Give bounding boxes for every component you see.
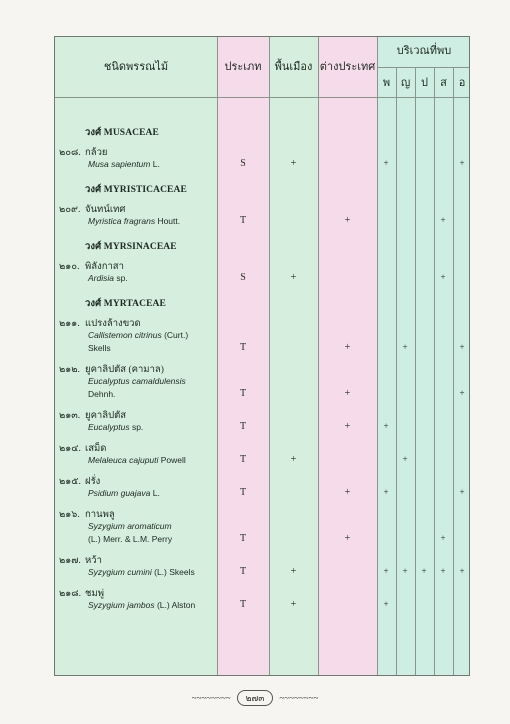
type-cell: T (239, 487, 247, 498)
region-mark: + (383, 158, 389, 168)
header-region-y: ญ (400, 77, 411, 89)
type-cell: S (240, 272, 246, 283)
region-mark: + (459, 566, 465, 576)
region-mark: + (383, 599, 389, 609)
header-region-o: อ (458, 77, 466, 89)
type-cell: T (239, 342, 247, 353)
entry-number: ๒๑๕. (59, 477, 81, 487)
scientific-name: (L.) Merr. & L.M. Perry (88, 534, 173, 544)
entry-number: ๒๑๗. (59, 556, 81, 566)
native-mark: + (290, 272, 297, 283)
type-cell: T (239, 533, 247, 544)
native-mark: + (290, 566, 297, 577)
region-mark: + (383, 421, 389, 431)
family-heading: วงศ์ MUSACEAE (85, 128, 159, 138)
scientific-name: Syzygium jambos (L.) Alston (88, 600, 196, 610)
region-mark: + (459, 487, 465, 497)
scientific-name: Skells (88, 343, 111, 353)
foreign-mark: + (344, 215, 351, 226)
foreign-mark: + (344, 342, 351, 353)
thai-name: กานพลู (85, 510, 115, 520)
scientific-name: Myristica fragrans Houtt. (88, 216, 181, 226)
header-native: พื้นเมือง (274, 61, 313, 73)
thai-name: หว้า (85, 556, 102, 566)
scientific-name: Callistemon citrinus (Curt.) (88, 330, 189, 340)
header-region-po: ป (421, 77, 428, 89)
header-region: บริเวณที่พบ (396, 45, 452, 57)
thai-name: เสม็ด (85, 444, 107, 454)
foreign-mark: + (344, 533, 351, 544)
family-heading: วงศ์ MYRTACEAE (85, 299, 166, 309)
thai-name: ชมพู่ (85, 589, 104, 599)
region-mark: + (402, 566, 408, 576)
family-heading: วงศ์ MYRISTICACEAE (85, 185, 187, 195)
scientific-name: Dehnh. (88, 389, 116, 399)
type-cell: S (240, 158, 246, 169)
entry-number: ๒๑๘. (59, 589, 81, 599)
thai-name: แปรงล้างขวด (85, 319, 141, 329)
header-region-p: พ (382, 77, 391, 89)
page-footer: ~~~~~~~~ ๒๗๓ ~~~~~~~~ (0, 690, 510, 706)
header-species: ชนิดพรรณไม้ (103, 61, 169, 73)
region-mark: + (459, 158, 465, 168)
thai-name: กล้วย (85, 148, 108, 158)
region-mark: + (440, 566, 446, 576)
scientific-name: Eucalyptus camaldulensis (88, 376, 186, 386)
thai-name: พิลังกาสา (85, 262, 124, 272)
header-foreign: ต่างประเทศ (319, 61, 376, 73)
region-mark: + (402, 342, 408, 352)
thai-name: ฝรั่ง (85, 477, 101, 487)
family-heading: วงศ์ MYRSINACEAE (85, 242, 177, 252)
region-mark: + (440, 272, 446, 282)
page-number: ๒๗๓ (237, 690, 274, 706)
table-body (55, 37, 469, 675)
species-table (54, 36, 470, 676)
entry-number: ๒๑๖. (59, 510, 80, 520)
scientific-name: Ardisia sp. (88, 273, 128, 283)
type-cell: T (239, 454, 247, 465)
region-mark: + (383, 487, 389, 497)
entry-number: ๒๑๒. (59, 365, 80, 375)
foreign-mark: + (344, 421, 351, 432)
foreign-mark: + (344, 487, 351, 498)
entry-number: ๒๐๙. (59, 205, 81, 215)
entry-number: ๒๐๘. (59, 148, 81, 158)
type-cell: T (239, 421, 247, 432)
header-region-s: ส (440, 77, 447, 89)
scientific-name: Psidium guajava L. (88, 488, 160, 498)
native-mark: + (290, 454, 297, 465)
thai-name: จันทน์เทศ (85, 205, 126, 215)
region-mark: + (402, 454, 408, 464)
entry-number: ๒๑๓. (59, 411, 81, 421)
region-mark: + (421, 566, 427, 576)
thai-name: ยูคาลิปตัส (คามาล) (85, 365, 164, 375)
thai-name: ยูคาลิปตัส (85, 411, 127, 421)
entry-number: ๒๑๐. (59, 262, 80, 272)
type-cell: T (239, 566, 247, 577)
scientific-name: Syzygium aromaticum (88, 521, 172, 531)
region-mark: + (440, 533, 446, 543)
foreign-mark: + (344, 388, 351, 399)
scientific-name: Syzygium cumini (L.) Skeels (88, 567, 195, 577)
type-cell: T (239, 388, 247, 399)
type-cell: T (239, 215, 247, 226)
region-mark: + (440, 215, 446, 225)
scientific-name: Melaleuca cajuputi Powell (88, 455, 186, 465)
header-type: ประเภท (224, 61, 262, 73)
type-cell: T (239, 599, 247, 610)
scientific-name: Eucalyptus sp. (88, 422, 144, 432)
entry-number: ๒๑๑. (59, 319, 80, 329)
region-mark: + (383, 566, 389, 576)
region-mark: + (459, 342, 465, 352)
native-mark: + (290, 599, 297, 610)
scientific-name: Musa sapientum L. (88, 159, 160, 169)
entry-number: ๒๑๔. (59, 444, 81, 454)
region-mark: + (459, 388, 465, 398)
native-mark: + (290, 158, 297, 169)
